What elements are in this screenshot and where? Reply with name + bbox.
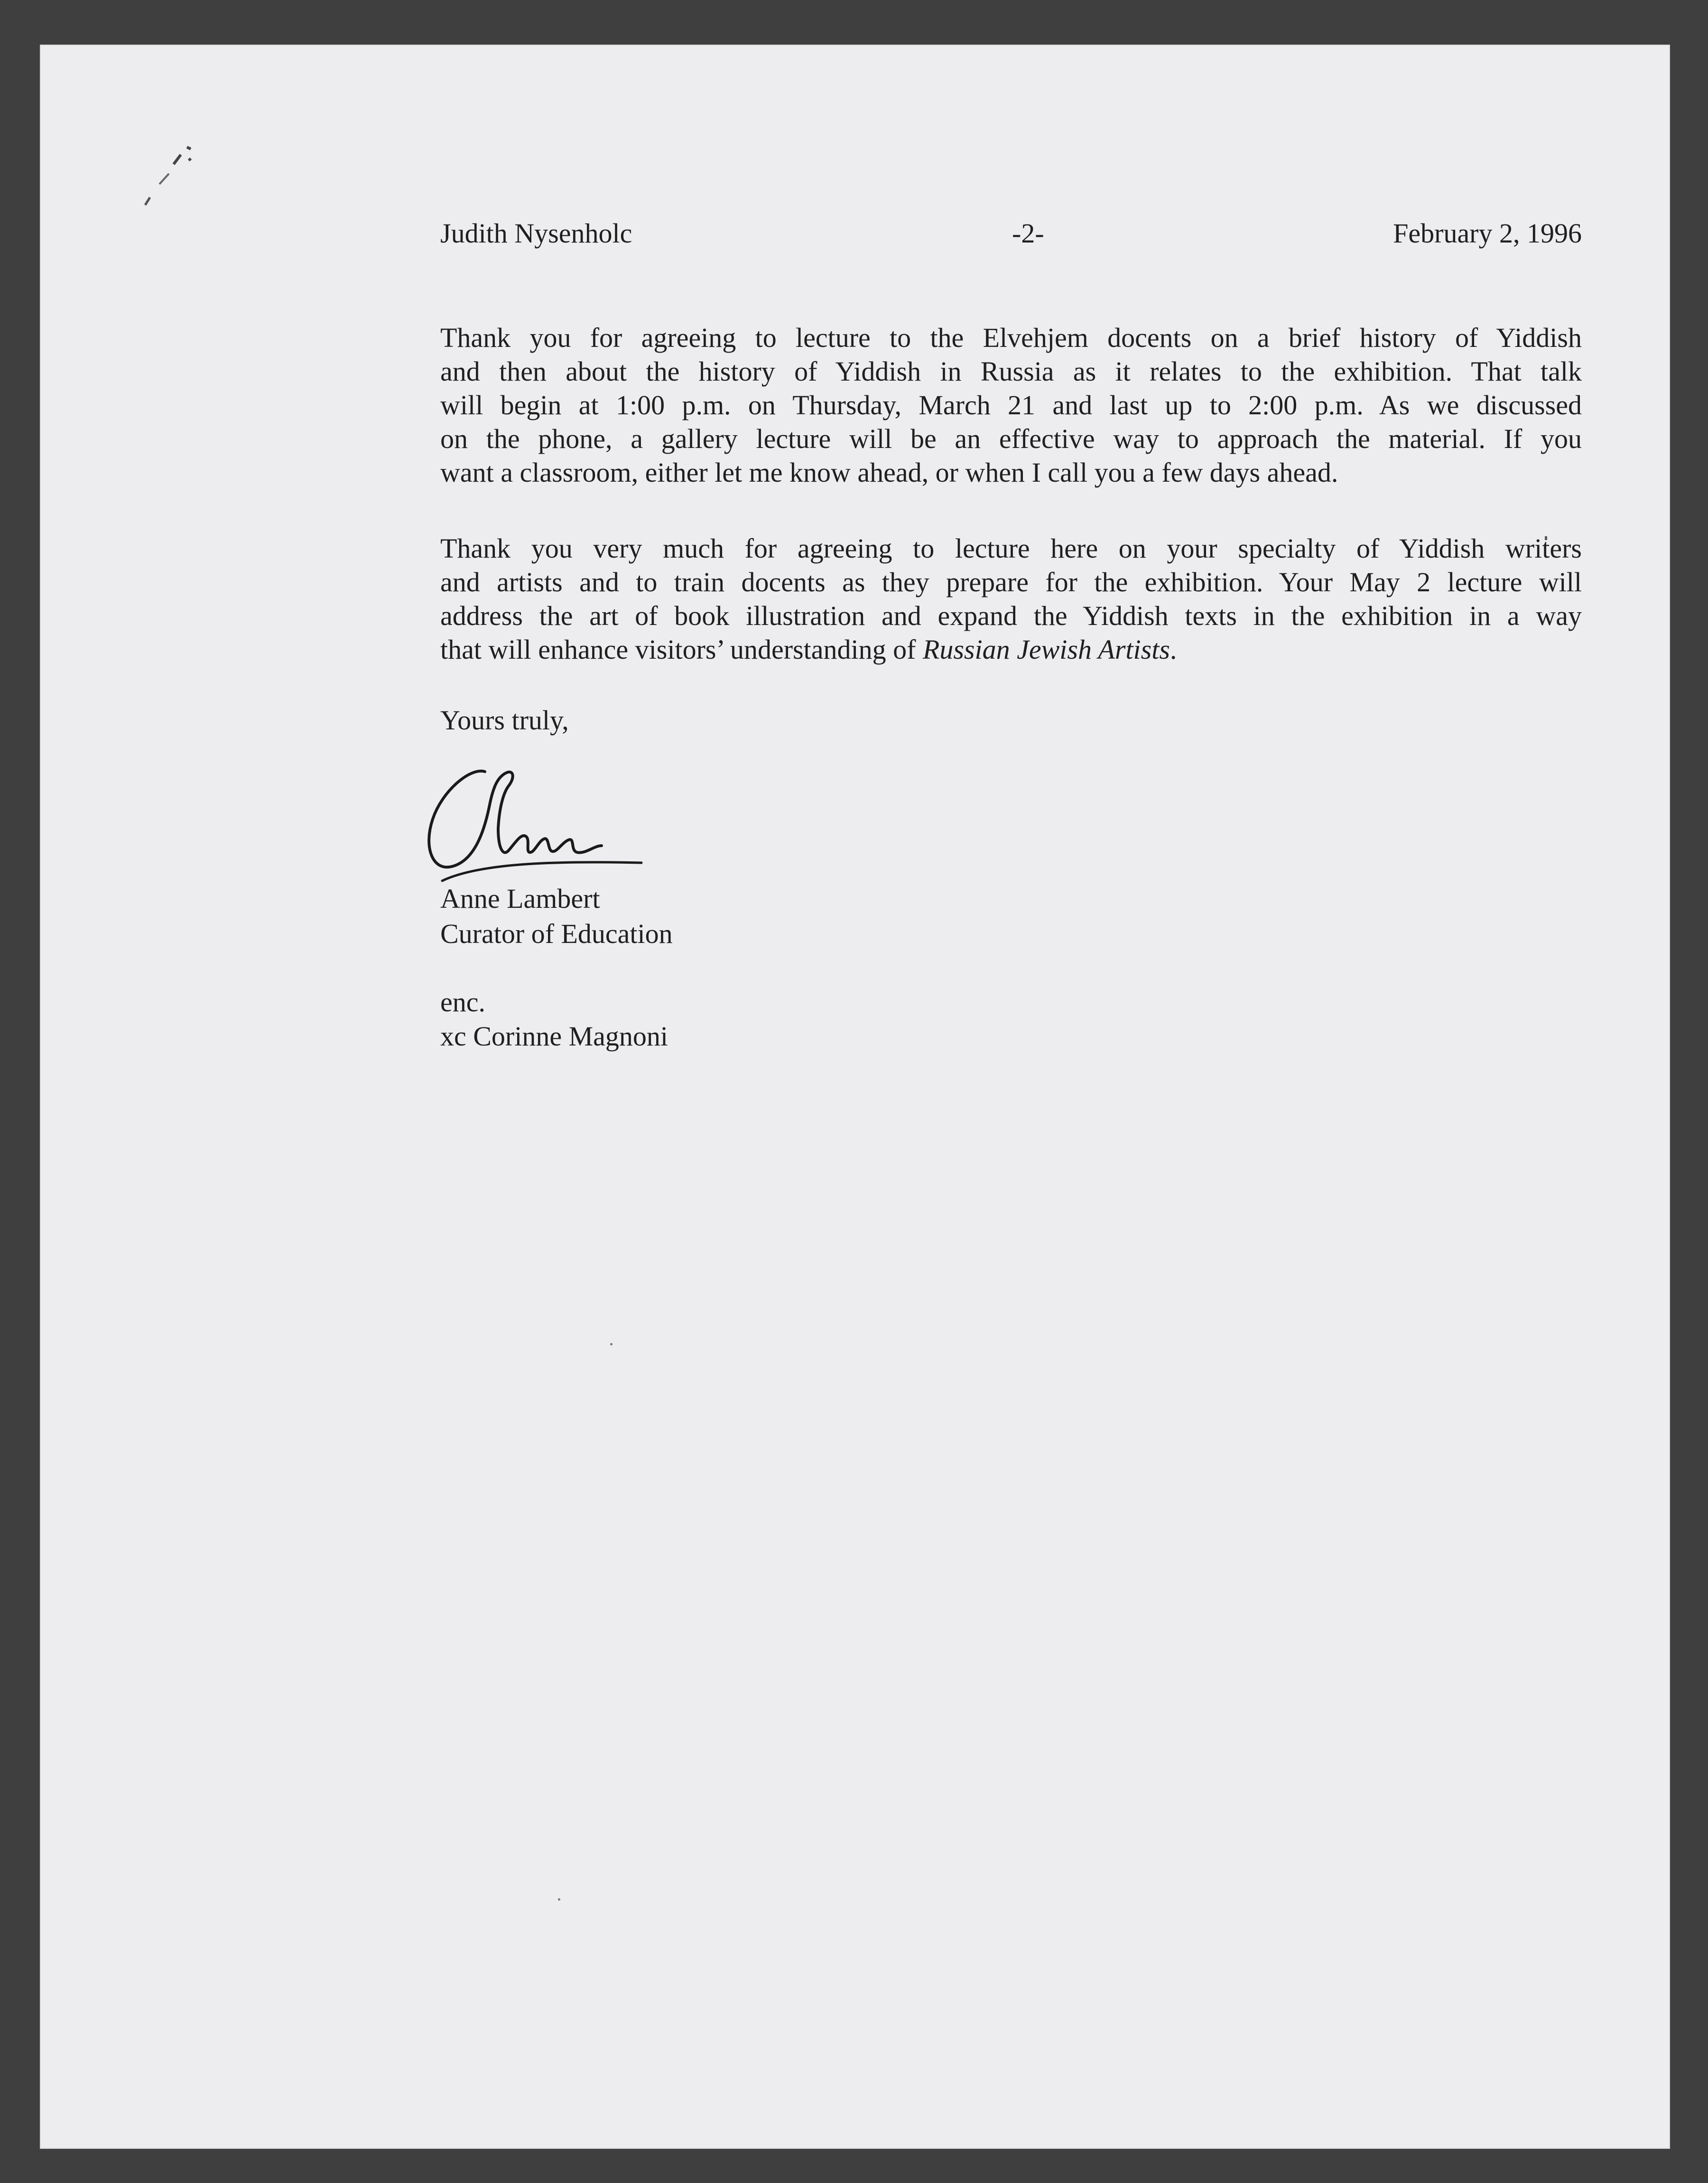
paragraph-line: address the art of book illustration and expand the Yiddish texts in the exhibition in a way	[440, 600, 1582, 631]
signer-name: Anne Lambert	[440, 883, 600, 914]
paragraph-line: want a classroom, either let me know ahead, or when I call you a few days ahead.	[440, 457, 1338, 488]
page-number: -2-	[1012, 218, 1044, 249]
speck-mark	[558, 1898, 560, 1901]
paragraph-line: on the phone, a gallery lecture will be an effective way to approach the material. If you	[440, 423, 1582, 454]
speck-mark	[610, 1343, 613, 1345]
page-header	[440, 216, 1582, 254]
paragraph-period: .	[1170, 634, 1177, 665]
enclosure-note: enc.	[440, 987, 485, 1017]
paragraph-line: and artists and to train docents as they prepare for the exhibition. Your May 2 lecture will	[440, 567, 1582, 597]
exhibition-title: Russian Jewish Artists	[922, 634, 1170, 665]
paragraph-line-last	[440, 633, 1582, 666]
handwritten-signature	[414, 738, 660, 895]
closing-salutation: Yours truly,	[440, 705, 569, 736]
body-paragraph-1	[440, 321, 1582, 489]
letter-page	[41, 46, 1669, 2148]
body-paragraph-2	[440, 532, 1582, 666]
paragraph-line: and then about the history of Yiddish in Russia as it relates to the exhibition. That talk	[440, 356, 1582, 387]
recipient-name: Judith Nysenholc	[440, 218, 632, 249]
paragraph-line: will begin at 1:00 p.m. on Thursday, March 21 and last up to 2:00 p.m. As we discussed	[440, 390, 1582, 420]
letter-date: February 2, 1996	[1393, 218, 1582, 249]
paragraph-line: Thank you for agreeing to lecture to the Elvehjem docents on a brief history of Yiddish	[440, 322, 1582, 353]
copy-recipient: xc Corinne Magnoni	[440, 1021, 668, 1052]
paragraph-text: that will enhance visitors’ understanding of	[440, 634, 923, 665]
signer-title: Curator of Education	[440, 918, 673, 949]
ink-marks	[79, 98, 231, 221]
paragraph-line: Thank you very much for agreeing to lecture here on your specialty of Yiddish writers	[440, 533, 1582, 564]
